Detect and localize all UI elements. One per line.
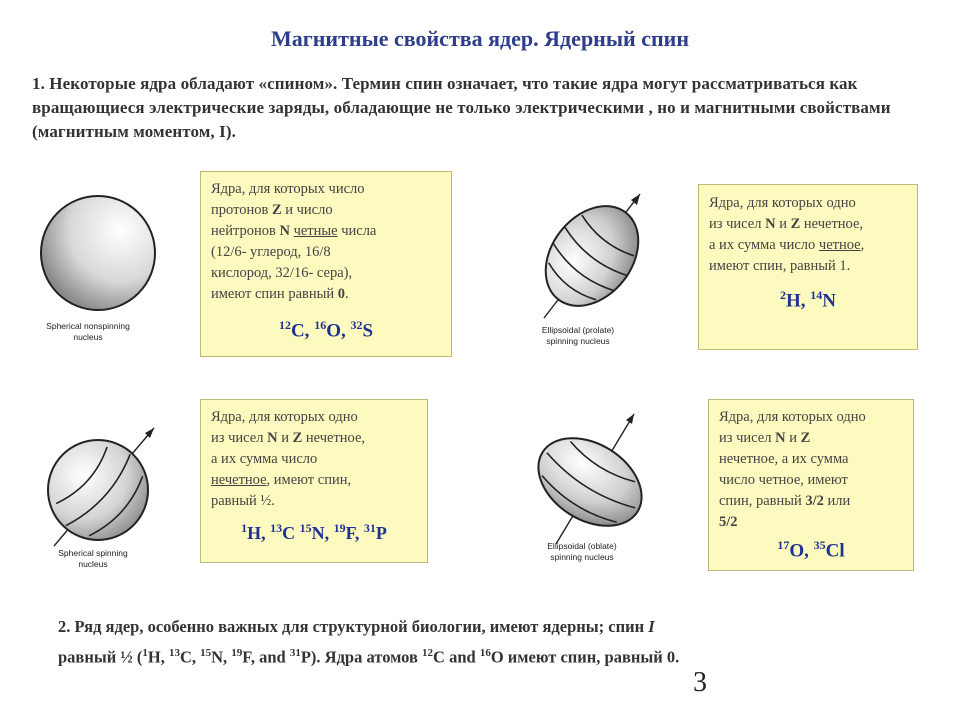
intro-paragraph: 1. Некоторые ядра обладают «спином». Термин спин означает, что такие ядра могут рассматриваться как вращающиеся электрические заряды, обладающие не только электрическими , но и магнитными свойствами (магнитным моментом, I).	[32, 74, 891, 141]
caption-prolate: Ellipsoidal (prolate) spinning nucleus	[541, 325, 615, 346]
caption-spherical-nonspinning: Spherical nonspinning nucleus	[46, 321, 130, 342]
info-box-spin-zero: Ядра, для которых число протонов Z и число нейтронов N четные числа (12/6- углерод, 16/8 кислород, 32/16- сера), имеют спин равный 0. $^{12}$C, $^{16}$O, $^{32}$S	[200, 171, 452, 357]
info-box-spin-high: Ядра, для которых одно из чисел N и Z нечетное, а их сумма число четное, имеют спин, равный 3/2 или 5/2 $^{17}$O, $^{35}$Cl	[708, 399, 914, 571]
isotopes-spin-high: $^{17}$O, $^{35}$Cl	[777, 538, 845, 562]
isotopes-spin-half: $^1$H, $^{13}$C $^{15}$N, $^{19}$F, $^{31}$P	[241, 521, 387, 543]
isotopes-spin-one: $^2$H, $^{14}$N	[779, 288, 836, 312]
page-number: 3	[693, 667, 707, 698]
oblate-spinning-nucleus-image	[522, 408, 672, 548]
summary-paragraph: 2. Ряд ядер, особенно важных для структурной биологии, имеют ядерны; спин I равный ½ ($^1$H, $^{13}$C, $^{15}$N, $^{19}$F, and $^{31}$P). Ядра атомов $^{12}$C and $^{16}$O имеют спин, равный 0.	[58, 617, 680, 667]
info-box-spin-half: Ядра, для которых одно из чисел N и Z нечетное, а их сумма число нечетное, имеют спин, равный ½. $^1$H, $^{13}$C $^{15}$N, $^{19}$F, $^{31}$P	[200, 399, 428, 563]
isotopes-spin-zero: $^{12}$C, $^{16}$O, $^{32}$S	[278, 318, 374, 342]
caption-spherical-spinning: Spherical spinning nucleus	[58, 548, 128, 569]
spherical-spinning-nucleus-image	[34, 418, 174, 558]
prolate-spinning-nucleus-image	[520, 188, 660, 328]
spherical-nonspinning-nucleus-image	[30, 188, 170, 328]
info-box-spin-one: Ядра, для которых одно из чисел N и Z нечетное, а их сумма число четное, имеют спин, равный 1. $^2$H, $^{14}$N	[698, 184, 918, 350]
caption-oblate: Ellipsoidal (oblate) spinning nucleus	[547, 541, 617, 562]
slide-title: Магнитные свойства ядер. Ядерный спин	[270, 26, 690, 51]
